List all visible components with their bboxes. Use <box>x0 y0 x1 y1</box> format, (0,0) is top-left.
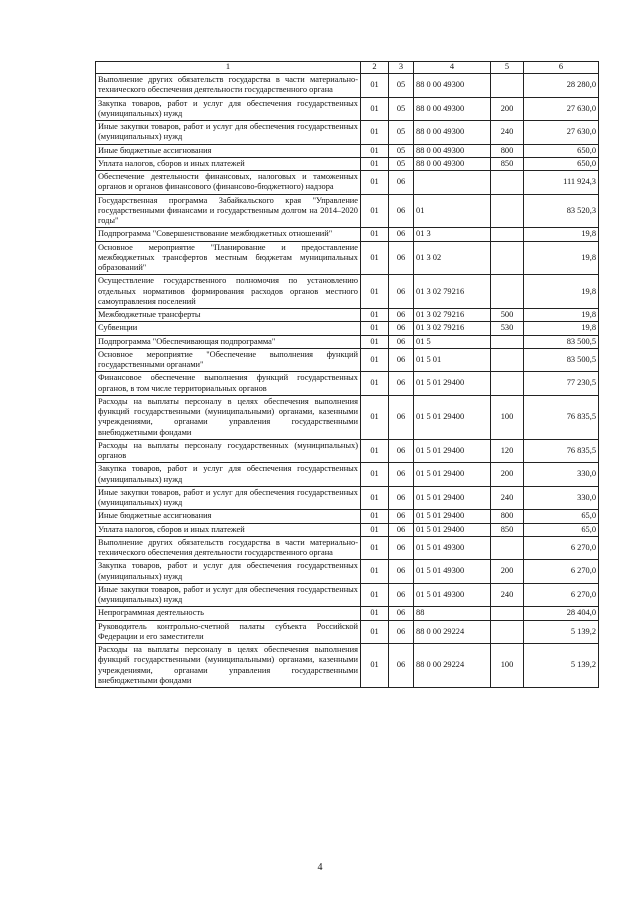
row-expense-type: 850 <box>491 157 524 170</box>
row-expense-type: 240 <box>491 583 524 607</box>
row-amount: 76 835,5 <box>524 395 599 439</box>
row-name: Основное мероприятие "Планирование и предоставление межбюджетных трансфертов местным бюджетам муниципальных образований" <box>96 241 361 275</box>
row-name: Иные закупки товаров, работ и услуг для обеспечения государственных (муниципальных) нужд <box>96 121 361 145</box>
row-section: 01 <box>361 463 389 487</box>
row-amount: 65,0 <box>524 523 599 536</box>
row-subsection: 06 <box>389 523 414 536</box>
row-subsection: 06 <box>389 560 414 584</box>
row-name: Расходы на выплаты персоналу в целях обеспечения выполнения функций государственными (муниципальными) органами, казенными учреждениями, органами управления государственными внебюджетными фондами <box>96 644 361 688</box>
row-name: Закупка товаров, работ и услуг для обеспечения государственных (муниципальных) нужд <box>96 560 361 584</box>
table-row <box>96 309 599 322</box>
row-target-code: 88 0 00 29224 <box>414 644 491 688</box>
row-section: 01 <box>361 322 389 335</box>
header-section: 2 <box>361 62 389 74</box>
row-subsection: 05 <box>389 121 414 145</box>
row-amount: 330,0 <box>524 486 599 510</box>
row-expense-type <box>491 372 524 396</box>
row-subsection: 06 <box>389 309 414 322</box>
table-row <box>96 372 599 396</box>
row-name: Основное мероприятие "Обеспечение выполнения функций государственными органами" <box>96 348 361 372</box>
row-amount: 6 270,0 <box>524 536 599 560</box>
row-expense-type: 530 <box>491 322 524 335</box>
row-name: Выполнение других обязательств государства в части материально-технического обеспечения деятельности государственного органа <box>96 536 361 560</box>
row-target-code: 01 <box>414 194 491 228</box>
row-expense-type: 120 <box>491 439 524 463</box>
page-number: 4 <box>317 862 323 873</box>
row-target-code: 88 0 00 29224 <box>414 620 491 644</box>
row-expense-type: 500 <box>491 309 524 322</box>
row-expense-type: 200 <box>491 560 524 584</box>
row-amount: 19,8 <box>524 275 599 309</box>
row-expense-type: 200 <box>491 463 524 487</box>
header-expense-type: 5 <box>491 62 524 74</box>
row-section: 01 <box>361 74 389 98</box>
row-name: Иные закупки товаров, работ и услуг для обеспечения государственных (муниципальных) нужд <box>96 583 361 607</box>
row-expense-type <box>491 607 524 620</box>
table-header-row <box>96 62 599 74</box>
table-row <box>96 335 599 348</box>
row-name: Иные бюджетные ассигнования <box>96 144 361 157</box>
row-name: Подпрограмма "Обеспечивающая подпрограмма" <box>96 335 361 348</box>
row-amount: 83 500,5 <box>524 348 599 372</box>
row-subsection: 06 <box>389 228 414 241</box>
row-section: 01 <box>361 144 389 157</box>
row-section: 01 <box>361 309 389 322</box>
row-section: 01 <box>361 439 389 463</box>
row-target-code: 01 5 01 29400 <box>414 486 491 510</box>
row-amount: 19,8 <box>524 228 599 241</box>
row-amount: 330,0 <box>524 463 599 487</box>
row-expense-type: 200 <box>491 97 524 121</box>
row-section: 01 <box>361 620 389 644</box>
row-target-code: 88 0 00 49300 <box>414 74 491 98</box>
row-amount: 65,0 <box>524 510 599 523</box>
row-target-code: 88 <box>414 607 491 620</box>
row-section: 01 <box>361 97 389 121</box>
table-row <box>96 463 599 487</box>
row-target-code: 01 3 02 79216 <box>414 322 491 335</box>
row-target-code: 01 3 <box>414 228 491 241</box>
row-subsection: 05 <box>389 74 414 98</box>
row-amount: 27 630,0 <box>524 121 599 145</box>
row-amount: 19,8 <box>524 241 599 275</box>
row-target-code: 88 0 00 49300 <box>414 157 491 170</box>
table-row <box>96 395 599 439</box>
row-name: Осуществление государственного полномочия по установлению отдельных нормативов формирования расходов органов местного самоуправления поселений <box>96 275 361 309</box>
header-amount: 6 <box>524 62 599 74</box>
row-amount: 650,0 <box>524 157 599 170</box>
row-amount: 6 270,0 <box>524 583 599 607</box>
row-subsection: 06 <box>389 536 414 560</box>
row-expense-type <box>491 620 524 644</box>
table-row <box>96 439 599 463</box>
row-amount: 76 835,5 <box>524 439 599 463</box>
row-expense-type: 240 <box>491 486 524 510</box>
row-amount: 650,0 <box>524 144 599 157</box>
row-amount: 5 139,2 <box>524 620 599 644</box>
row-section: 01 <box>361 395 389 439</box>
row-expense-type <box>491 536 524 560</box>
row-target-code <box>414 171 491 195</box>
row-expense-type: 240 <box>491 121 524 145</box>
table-row <box>96 144 599 157</box>
table-row <box>96 486 599 510</box>
budget-sheet <box>95 61 598 688</box>
row-target-code: 01 5 01 29400 <box>414 463 491 487</box>
row-name: Субвенции <box>96 322 361 335</box>
row-name: Непрограммная деятельность <box>96 607 361 620</box>
table-row <box>96 510 599 523</box>
row-name: Подпрограмма "Совершенствование межбюджетных отношений" <box>96 228 361 241</box>
row-target-code: 01 3 02 79216 <box>414 309 491 322</box>
row-section: 01 <box>361 194 389 228</box>
row-expense-type <box>491 335 524 348</box>
row-section: 01 <box>361 644 389 688</box>
row-subsection: 06 <box>389 348 414 372</box>
row-subsection: 06 <box>389 335 414 348</box>
row-subsection: 06 <box>389 395 414 439</box>
row-target-code: 01 5 <box>414 335 491 348</box>
row-section: 01 <box>361 171 389 195</box>
table-row <box>96 560 599 584</box>
row-name: Расходы на выплаты персоналу государственных (муниципальных) органов <box>96 439 361 463</box>
row-name: Уплата налогов, сборов и иных платежей <box>96 523 361 536</box>
table-row <box>96 97 599 121</box>
table-row <box>96 241 599 275</box>
table-row <box>96 157 599 170</box>
row-amount: 111 924,3 <box>524 171 599 195</box>
row-name: Выполнение других обязательств государства в части материально-технического обеспечения деятельности государственного органа <box>96 74 361 98</box>
table-row <box>96 74 599 98</box>
table-row <box>96 322 599 335</box>
table-row <box>96 348 599 372</box>
row-subsection: 06 <box>389 171 414 195</box>
row-expense-type: 850 <box>491 523 524 536</box>
row-section: 01 <box>361 228 389 241</box>
row-target-code: 01 5 01 49300 <box>414 560 491 584</box>
row-expense-type <box>491 241 524 275</box>
row-expense-type <box>491 228 524 241</box>
row-subsection: 06 <box>389 486 414 510</box>
row-target-code: 01 5 01 49300 <box>414 583 491 607</box>
row-name: Финансовое обеспечение выполнения функций государственных органов, в том числе территориальных органов <box>96 372 361 396</box>
row-subsection: 06 <box>389 322 414 335</box>
row-subsection: 06 <box>389 241 414 275</box>
row-amount: 28 404,0 <box>524 607 599 620</box>
row-subsection: 06 <box>389 510 414 523</box>
row-subsection: 06 <box>389 607 414 620</box>
row-subsection: 06 <box>389 372 414 396</box>
row-amount: 28 280,0 <box>524 74 599 98</box>
row-expense-type <box>491 275 524 309</box>
row-target-code: 01 5 01 29400 <box>414 523 491 536</box>
row-section: 01 <box>361 523 389 536</box>
table-row <box>96 171 599 195</box>
row-name: Межбюджетные трансферты <box>96 309 361 322</box>
row-target-code: 01 5 01 29400 <box>414 395 491 439</box>
table-row <box>96 121 599 145</box>
row-amount: 5 139,2 <box>524 644 599 688</box>
row-subsection: 06 <box>389 644 414 688</box>
row-amount: 83 500,5 <box>524 335 599 348</box>
row-subsection: 06 <box>389 194 414 228</box>
row-section: 01 <box>361 583 389 607</box>
table-row <box>96 275 599 309</box>
row-amount: 77 230,5 <box>524 372 599 396</box>
row-expense-type: 800 <box>491 510 524 523</box>
header-target-code: 4 <box>414 62 491 74</box>
row-expense-type <box>491 348 524 372</box>
row-section: 01 <box>361 607 389 620</box>
row-section: 01 <box>361 241 389 275</box>
table-row <box>96 523 599 536</box>
row-expense-type <box>491 171 524 195</box>
row-target-code: 88 0 00 49300 <box>414 97 491 121</box>
header-name: 1 <box>96 62 361 74</box>
row-expense-type <box>491 74 524 98</box>
row-name: Закупка товаров, работ и услуг для обеспечения государственных (муниципальных) нужд <box>96 97 361 121</box>
row-section: 01 <box>361 372 389 396</box>
row-target-code: 01 3 02 <box>414 241 491 275</box>
row-target-code: 01 5 01 <box>414 348 491 372</box>
row-subsection: 06 <box>389 439 414 463</box>
table-row <box>96 607 599 620</box>
table-row <box>96 644 599 688</box>
row-section: 01 <box>361 486 389 510</box>
row-target-code: 88 0 00 49300 <box>414 121 491 145</box>
row-name: Уплата налогов, сборов и иных платежей <box>96 157 361 170</box>
row-name: Закупка товаров, работ и услуг для обеспечения государственных (муниципальных) нужд <box>96 463 361 487</box>
row-target-code: 01 3 02 79216 <box>414 275 491 309</box>
row-expense-type: 800 <box>491 144 524 157</box>
row-subsection: 06 <box>389 620 414 644</box>
row-subsection: 06 <box>389 275 414 309</box>
row-subsection: 06 <box>389 463 414 487</box>
row-section: 01 <box>361 335 389 348</box>
row-name: Руководитель контрольно-счетной палаты субъекта Российской Федерации и его заместители <box>96 620 361 644</box>
row-expense-type <box>491 194 524 228</box>
table-row <box>96 194 599 228</box>
header-subsection: 3 <box>389 62 414 74</box>
row-target-code: 01 5 01 49300 <box>414 536 491 560</box>
row-section: 01 <box>361 536 389 560</box>
table-row <box>96 228 599 241</box>
row-name: Иные закупки товаров, работ и услуг для обеспечения государственных (муниципальных) нужд <box>96 486 361 510</box>
row-subsection: 05 <box>389 157 414 170</box>
row-amount: 27 630,0 <box>524 97 599 121</box>
budget-table <box>95 61 599 688</box>
row-section: 01 <box>361 510 389 523</box>
row-section: 01 <box>361 560 389 584</box>
row-amount: 19,8 <box>524 309 599 322</box>
row-amount: 6 270,0 <box>524 560 599 584</box>
table-row <box>96 583 599 607</box>
row-subsection: 05 <box>389 144 414 157</box>
row-amount: 19,8 <box>524 322 599 335</box>
row-section: 01 <box>361 348 389 372</box>
table-row <box>96 620 599 644</box>
row-expense-type: 100 <box>491 644 524 688</box>
row-expense-type: 100 <box>491 395 524 439</box>
row-target-code: 01 5 01 29400 <box>414 439 491 463</box>
row-section: 01 <box>361 121 389 145</box>
row-name: Государственная программа Забайкальского края "Управление государственными финансами и государственным долгом на 2014–2020 годы" <box>96 194 361 228</box>
row-target-code: 01 5 01 29400 <box>414 372 491 396</box>
row-name: Обеспечение деятельности финансовых, налоговых и таможенных органов и органов финансового (финансово-бюджетного) надзора <box>96 171 361 195</box>
table-body <box>96 74 599 688</box>
row-target-code: 01 5 01 29400 <box>414 510 491 523</box>
row-section: 01 <box>361 157 389 170</box>
table-row <box>96 536 599 560</box>
row-name: Иные бюджетные ассигнования <box>96 510 361 523</box>
row-target-code: 88 0 00 49300 <box>414 144 491 157</box>
row-amount: 83 520,3 <box>524 194 599 228</box>
row-name: Расходы на выплаты персоналу в целях обеспечения выполнения функций государственными (муниципальными) органами, казенными учреждениями, органами управления государственными внебюджетными фондами <box>96 395 361 439</box>
row-section: 01 <box>361 275 389 309</box>
row-subsection: 06 <box>389 583 414 607</box>
row-subsection: 05 <box>389 97 414 121</box>
